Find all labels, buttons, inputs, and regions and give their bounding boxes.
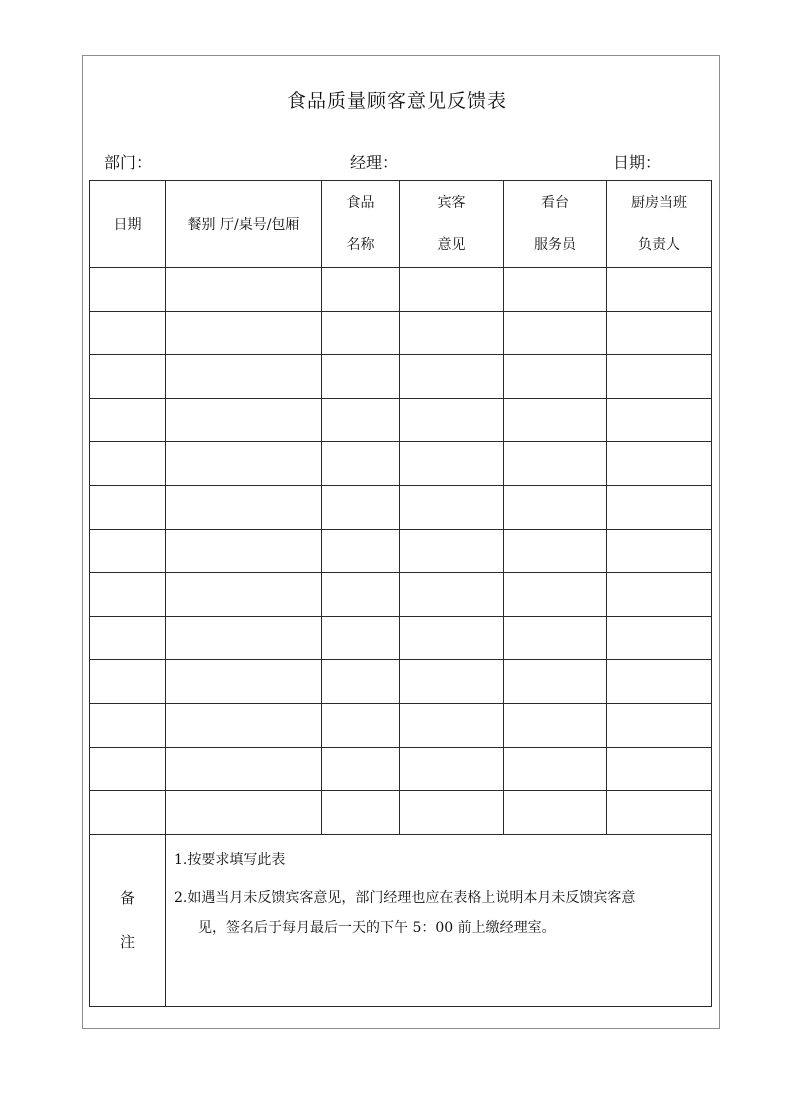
cell-guest-opinion[interactable] <box>400 660 504 704</box>
note-item-1: 1.按要求填写此表 <box>174 851 286 868</box>
cell-guest-opinion[interactable] <box>400 529 504 573</box>
cell-waiter[interactable] <box>504 529 607 573</box>
header-guest-opinion-line1: 宾客 <box>437 195 466 211</box>
cell-hall-table-room[interactable] <box>166 485 322 529</box>
cell-date[interactable] <box>90 355 166 399</box>
cell-hall-table-room[interactable] <box>166 398 322 442</box>
feedback-table <box>89 180 712 1007</box>
header-date: 日期 <box>90 181 166 268</box>
cell-hall-table-room[interactable] <box>166 660 322 704</box>
notes-label-line1: 备 <box>119 889 135 908</box>
cell-date[interactable] <box>90 398 166 442</box>
header-food-name-line1: 食品 <box>346 195 375 211</box>
note-item-2: 2.如遇当月未反馈宾客意见，部门经理也应在表格上说明本月未反馈宾客意 <box>174 889 636 906</box>
cell-waiter[interactable] <box>504 703 607 747</box>
table-row <box>90 791 712 835</box>
cell-waiter[interactable] <box>504 660 607 704</box>
cell-food-name[interactable] <box>322 529 400 573</box>
cell-food-name[interactable] <box>322 442 400 486</box>
cell-guest-opinion[interactable] <box>400 398 504 442</box>
cell-guest-opinion[interactable] <box>400 311 504 355</box>
cell-date[interactable] <box>90 529 166 573</box>
cell-hall-table-room[interactable] <box>166 703 322 747</box>
cell-guest-opinion[interactable] <box>400 442 504 486</box>
header-waiter-line1: 看台 <box>541 195 569 211</box>
table-body <box>90 268 712 835</box>
header-kitchen-lead-line2: 负责人 <box>638 237 680 253</box>
notes-row <box>90 834 712 1006</box>
cell-kitchen-lead[interactable] <box>607 311 712 355</box>
cell-kitchen-lead[interactable] <box>607 268 712 312</box>
header-kitchen-lead-line1: 厨房当班 <box>631 195 687 211</box>
cell-hall-table-room[interactable] <box>166 616 322 660</box>
cell-date[interactable] <box>90 616 166 660</box>
cell-guest-opinion[interactable] <box>400 616 504 660</box>
cell-food-name[interactable] <box>322 355 400 399</box>
cell-waiter[interactable] <box>504 398 607 442</box>
form-title: 食品质量顾客意见反馈表 <box>286 90 507 112</box>
cell-date[interactable] <box>90 573 166 617</box>
cell-guest-opinion[interactable] <box>400 268 504 312</box>
notes-body <box>90 834 712 1006</box>
cell-guest-opinion[interactable] <box>400 573 504 617</box>
table-row <box>90 485 712 529</box>
cell-kitchen-lead[interactable] <box>607 398 712 442</box>
cell-date[interactable] <box>90 747 166 791</box>
cell-hall-table-room[interactable] <box>166 355 322 399</box>
cell-food-name[interactable] <box>322 616 400 660</box>
cell-waiter[interactable] <box>504 573 607 617</box>
header-food-name <box>322 181 400 268</box>
cell-hall-table-room[interactable] <box>166 747 322 791</box>
cell-waiter[interactable] <box>504 791 607 835</box>
cell-kitchen-lead[interactable] <box>607 747 712 791</box>
cell-waiter[interactable] <box>504 442 607 486</box>
header-food-name-line2: 名称 <box>346 237 375 253</box>
cell-date[interactable] <box>90 791 166 835</box>
table-row <box>90 442 712 486</box>
cell-food-name[interactable] <box>322 747 400 791</box>
header-waiter <box>504 181 607 268</box>
header-guest-opinion-line2: 意见 <box>437 237 466 253</box>
cell-kitchen-lead[interactable] <box>607 485 712 529</box>
table-row <box>90 747 712 791</box>
department-label: 部门： <box>104 153 153 172</box>
cell-date[interactable] <box>90 311 166 355</box>
cell-kitchen-lead[interactable] <box>607 442 712 486</box>
cell-guest-opinion[interactable] <box>400 791 504 835</box>
cell-kitchen-lead[interactable] <box>607 660 712 704</box>
cell-date[interactable] <box>90 442 166 486</box>
table-row <box>90 660 712 704</box>
cell-guest-opinion[interactable] <box>400 703 504 747</box>
cell-hall-table-room[interactable] <box>166 442 322 486</box>
manager-label: 经理： <box>350 153 399 172</box>
cell-hall-table-room[interactable] <box>166 573 322 617</box>
cell-waiter[interactable] <box>504 268 607 312</box>
cell-waiter[interactable] <box>504 485 607 529</box>
cell-hall-table-room[interactable] <box>166 311 322 355</box>
cell-hall-table-room[interactable] <box>166 791 322 835</box>
cell-waiter[interactable] <box>504 616 607 660</box>
cell-kitchen-lead[interactable] <box>607 355 712 399</box>
cell-food-name[interactable] <box>322 398 400 442</box>
table-row <box>90 703 712 747</box>
cell-waiter[interactable] <box>504 355 607 399</box>
table-row <box>90 616 712 660</box>
cell-guest-opinion[interactable] <box>400 355 504 399</box>
cell-food-name[interactable] <box>322 268 400 312</box>
cell-kitchen-lead[interactable] <box>607 529 712 573</box>
notes-content <box>166 834 712 1006</box>
table-row <box>90 311 712 355</box>
table-row <box>90 355 712 399</box>
header-kitchen-lead <box>607 181 712 268</box>
cell-waiter[interactable] <box>504 311 607 355</box>
header-waiter-line2: 服务员 <box>534 237 576 253</box>
cell-hall-table-room[interactable] <box>166 529 322 573</box>
note-item-2-continued: 见，签名后于每月最后一天的下午 5：00 前上缴经理室。 <box>198 919 556 936</box>
cell-date[interactable] <box>90 660 166 704</box>
table-header-row <box>90 181 712 268</box>
cell-hall-table-room[interactable] <box>166 268 322 312</box>
notes-label <box>90 834 166 1006</box>
cell-food-name[interactable] <box>322 573 400 617</box>
header-hall-table-room: 餐别 厅/桌号/包厢 <box>166 181 322 268</box>
notes-label-line2: 注 <box>119 933 135 952</box>
cell-guest-opinion[interactable] <box>400 747 504 791</box>
cell-kitchen-lead[interactable] <box>607 791 712 835</box>
cell-food-name[interactable] <box>322 660 400 704</box>
cell-food-name[interactable] <box>322 485 400 529</box>
table-row <box>90 398 712 442</box>
cell-kitchen-lead[interactable] <box>607 616 712 660</box>
cell-kitchen-lead[interactable] <box>607 703 712 747</box>
cell-food-name[interactable] <box>322 311 400 355</box>
cell-date[interactable] <box>90 703 166 747</box>
cell-food-name[interactable] <box>322 703 400 747</box>
cell-waiter[interactable] <box>504 747 607 791</box>
table-row <box>90 573 712 617</box>
cell-kitchen-lead[interactable] <box>607 573 712 617</box>
cell-date[interactable] <box>90 485 166 529</box>
header-guest-opinion <box>400 181 504 268</box>
cell-date[interactable] <box>90 268 166 312</box>
cell-guest-opinion[interactable] <box>400 485 504 529</box>
cell-food-name[interactable] <box>322 791 400 835</box>
table-row <box>90 529 712 573</box>
table-row <box>90 268 712 312</box>
date-label: 日期： <box>613 153 662 172</box>
